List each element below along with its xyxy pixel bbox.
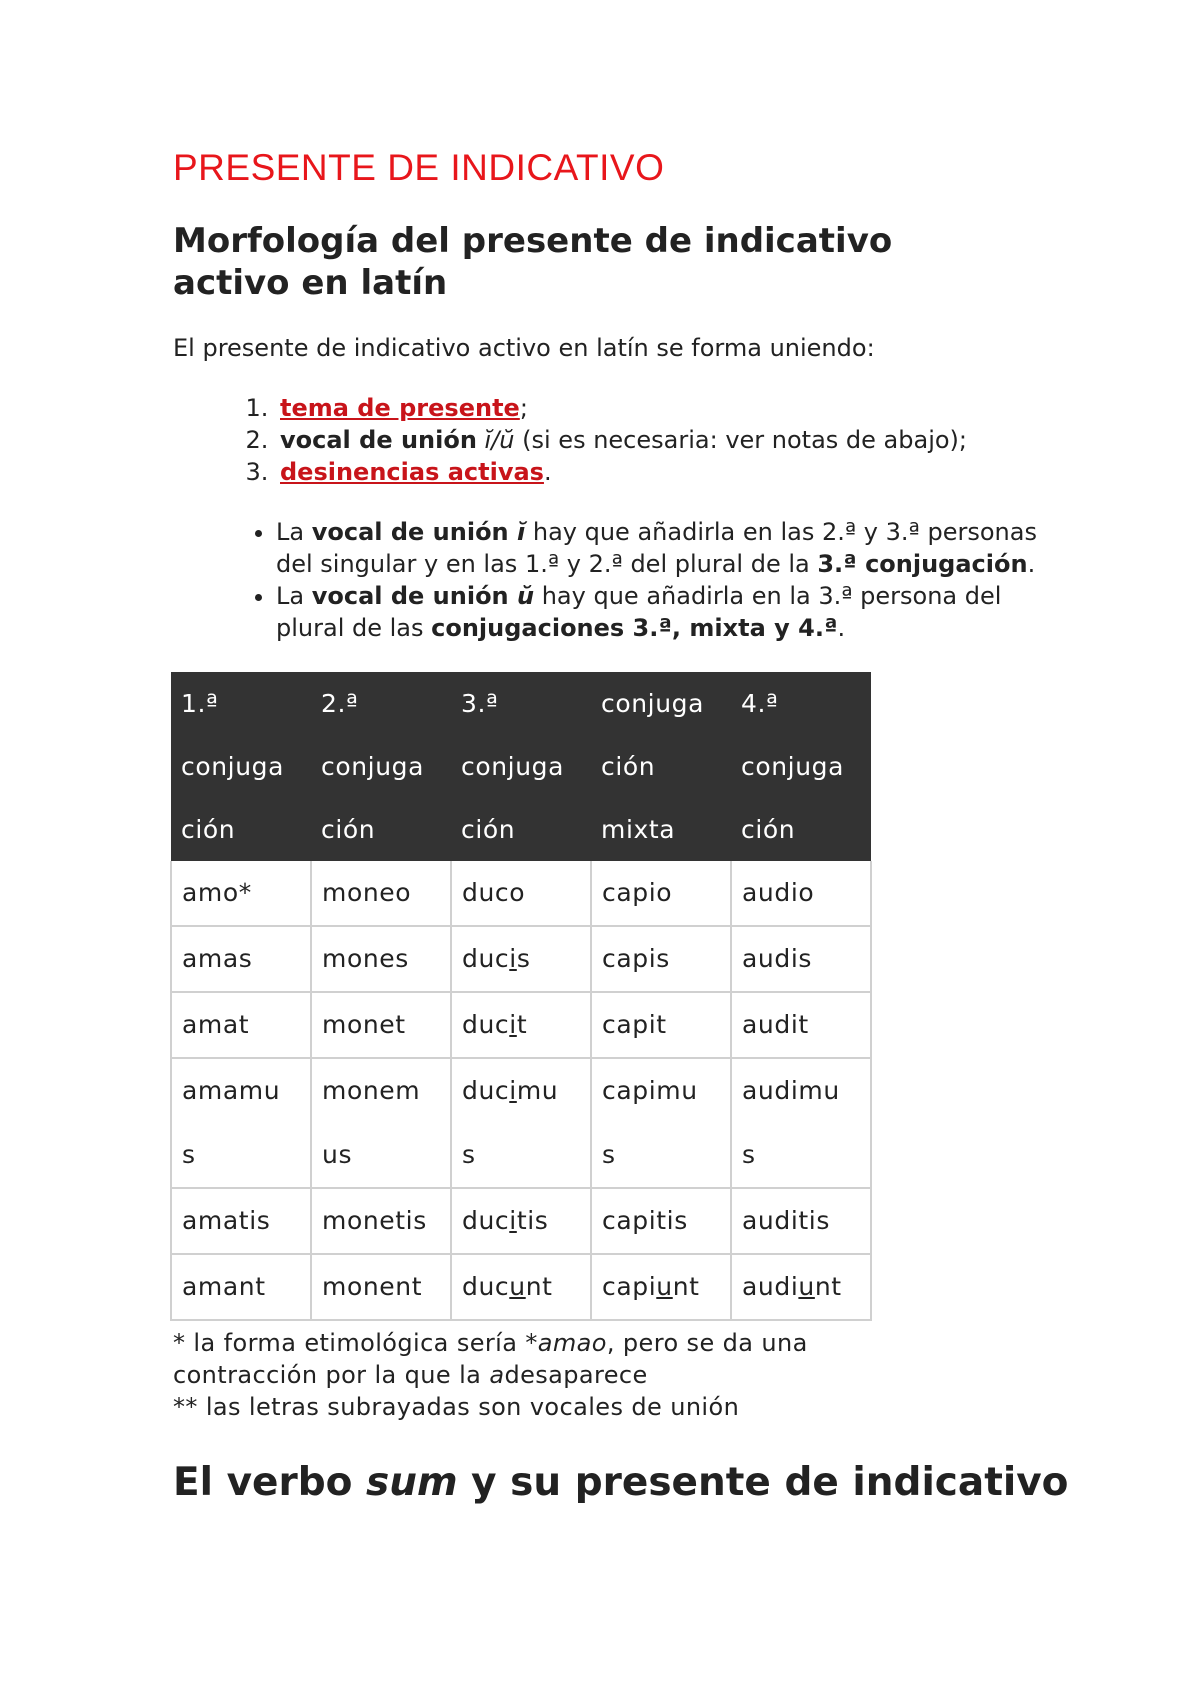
table-cell [451, 926, 591, 992]
table-cell [731, 1254, 871, 1320]
cell-text: capit [602, 1010, 667, 1039]
cell-text: capio [602, 878, 673, 907]
cell-text: duco [462, 878, 526, 907]
table-cell [591, 1188, 731, 1254]
table-cell [731, 926, 871, 992]
union-vowel: i [509, 1010, 517, 1039]
intro-paragraph: El presente de indicativo activo en latín se forma uniendo: [173, 334, 875, 362]
cell-text: amatis [182, 1206, 271, 1235]
text: La [276, 518, 312, 546]
cell-text: monem us [322, 1076, 421, 1169]
union-vowel: u [509, 1272, 526, 1301]
table-cell [591, 926, 731, 992]
section-heading: Morfología del presente de indicativo activo en latín [173, 221, 893, 303]
table-cell [311, 1188, 451, 1254]
cell-text: s [516, 944, 531, 973]
table-row [171, 992, 871, 1058]
cell-text: audis [742, 944, 813, 973]
table-cell [451, 861, 591, 926]
footnote-text: ** las letras subrayadas son vocales de unión [173, 1393, 740, 1421]
table-row [171, 1254, 871, 1320]
conjugation-table [170, 672, 872, 1321]
table-cell [451, 992, 591, 1058]
notes-bullet-list [236, 516, 1076, 644]
table-cell [171, 992, 311, 1058]
cell-text: monet [322, 1010, 406, 1039]
table-row [171, 861, 871, 926]
union-vowel: i [509, 944, 517, 973]
page-title: PRESENTE DE INDICATIVO [173, 147, 665, 188]
footnote-text: desaparece [504, 1361, 648, 1389]
cell-text: mu s [462, 1076, 559, 1169]
cell-text: duc [462, 944, 510, 973]
cell-text: monetis [322, 1206, 427, 1235]
bold-text: vocal de unión [311, 518, 517, 546]
text: La [276, 582, 312, 610]
union-vowel: i [509, 1206, 517, 1235]
table-cell [311, 1058, 451, 1188]
heading-italic: sum [365, 1460, 458, 1505]
heading-text: y su presente de indicativo [457, 1460, 1069, 1505]
vowel-i: ĭ [517, 518, 526, 546]
table-cell [171, 926, 311, 992]
table-cell [311, 861, 451, 926]
cell-text: amant [182, 1272, 266, 1301]
table-cell [311, 1254, 451, 1320]
heading-text: El verbo [173, 1460, 366, 1505]
table-cell [311, 992, 451, 1058]
cell-text: moneo [322, 878, 412, 907]
table-header-row [171, 672, 871, 861]
cell-text: mones [322, 944, 409, 973]
footnote-text: * la forma etimológica sería [173, 1329, 526, 1357]
cell-text: auditis [742, 1206, 830, 1235]
table-cell [731, 1058, 871, 1188]
table-cell [451, 1058, 591, 1188]
step-text: . [543, 458, 552, 486]
table-cell [171, 1254, 311, 1320]
table-cell [731, 861, 871, 926]
cell-text: amamu s [182, 1076, 281, 1169]
cell-text: audi [742, 1272, 799, 1301]
table-cell [591, 1254, 731, 1320]
list-item [276, 456, 1016, 488]
union-vowel: u [656, 1272, 673, 1301]
cell-text: t [516, 1010, 528, 1039]
desinencias-activas-link[interactable]: desinencias activas [280, 458, 544, 486]
cell-text: nt [814, 1272, 842, 1301]
step-bold: vocal de unión [280, 426, 477, 454]
table-cell [731, 1188, 871, 1254]
step-text: (si es necesaria: ver notas de abajo); [514, 426, 967, 454]
list-item [276, 516, 1076, 580]
cell-text: amo* [182, 878, 252, 907]
vowel-u: ŭ [517, 582, 535, 610]
cell-text: duc [462, 1206, 510, 1235]
union-vowel: i [509, 1076, 517, 1105]
text: hay que añadirla en las 2.ª y 3.ª personas del singular y en las 1.ª y 2.ª del plural de la [276, 518, 1037, 578]
cell-text: tis [516, 1206, 549, 1235]
list-item [276, 424, 1016, 456]
bold-text: vocal de unión [311, 582, 517, 610]
cell-text: capimu s [602, 1076, 698, 1169]
union-vowel: u [798, 1272, 815, 1301]
footnote-italic: *amao [525, 1329, 607, 1357]
cell-text: capi [602, 1272, 657, 1301]
footnote-text: , pero se da una contracción por la que la [173, 1329, 808, 1389]
cell-text: amas [182, 944, 253, 973]
cell-text: audit [742, 1010, 809, 1039]
cell-text: amat [182, 1010, 250, 1039]
cell-text: nt [672, 1272, 700, 1301]
column-header: 4.ª conjuga ción [731, 672, 871, 861]
cell-text: capis [602, 944, 670, 973]
cell-text: monent [322, 1272, 423, 1301]
table-cell [171, 861, 311, 926]
column-header: 1.ª conjuga ción [171, 672, 311, 861]
section-heading-sum [173, 1459, 1100, 1507]
list-item [276, 392, 1016, 424]
step-text: ; [519, 394, 528, 422]
table-row [171, 926, 871, 992]
text: hay que añadirla en la 3.ª persona del plural de las [276, 582, 1002, 642]
cell-text: capitis [602, 1206, 688, 1235]
table-cell [311, 926, 451, 992]
table-row [171, 1058, 871, 1188]
formation-steps-list [236, 392, 1016, 488]
table-row [171, 1188, 871, 1254]
cell-text: duc [462, 1076, 510, 1105]
bold-text: 3.ª conjugación [817, 550, 1028, 578]
table-cell [591, 861, 731, 926]
step-italic: ĭ/ŭ [476, 426, 515, 454]
table-cell [591, 992, 731, 1058]
tema-de-presente-link[interactable]: tema de presente [280, 394, 520, 422]
cell-text: duc [462, 1272, 510, 1301]
bold-text: conjugaciones 3.ª, mixta y 4.ª [431, 614, 838, 642]
column-header: conjuga ción mixta [591, 672, 731, 861]
table-cell [731, 992, 871, 1058]
table-cell [451, 1188, 591, 1254]
cell-text: audio [742, 878, 815, 907]
footnote-italic: a [489, 1361, 505, 1389]
table-cell [171, 1188, 311, 1254]
cell-text: audimu s [742, 1076, 840, 1169]
text: . [837, 614, 846, 642]
list-item [276, 580, 1076, 644]
table-cell [591, 1058, 731, 1188]
column-header: 3.ª conjuga ción [451, 672, 591, 861]
table-cell [451, 1254, 591, 1320]
cell-text: nt [525, 1272, 553, 1301]
table-cell [171, 1058, 311, 1188]
text: . [1027, 550, 1036, 578]
cell-text: duc [462, 1010, 510, 1039]
column-header: 2.ª conjuga ción [311, 672, 451, 861]
footnotes [173, 1327, 953, 1423]
